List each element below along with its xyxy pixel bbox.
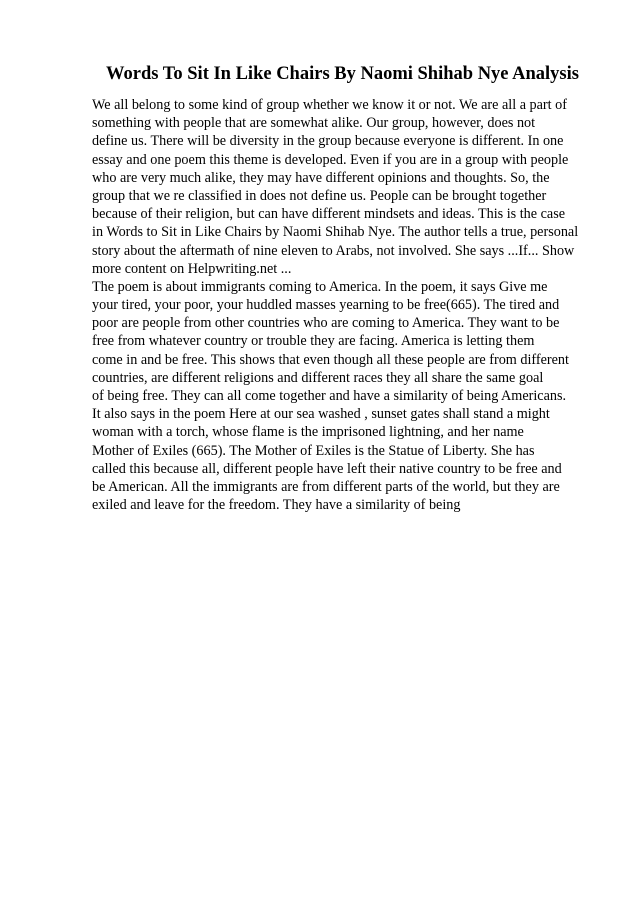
- text-line: free from whatever country or trouble they are facing. America is letting them: [92, 333, 535, 350]
- text-line: woman with a torch, whose flame is the imprisoned lightning, and her name: [92, 424, 524, 441]
- text-line: who are very much alike, they may have different opinions and thoughts. So, the: [92, 169, 550, 186]
- text-line: It also says in the poem Here at our sea washed , sunset gates shall stand a might: [92, 406, 550, 423]
- text-line: because of their religion, but can have different mindsets and ideas. This is the case: [92, 206, 566, 223]
- document-body: [92, 96, 612, 514]
- text-line: more content on Helpwriting.net ...: [92, 260, 292, 277]
- text-line: countries, are different religions and different races they all share the same goal: [92, 369, 544, 386]
- text-line: in Words to Sit in Like Chairs by Naomi Shihab Nye. The author tells a true, personal: [92, 224, 579, 241]
- text-line: your tired, your poor, your huddled masses yearning to be free(665). The tired and: [92, 297, 560, 314]
- text-line: Mother of Exiles (665). The Mother of Exiles is the Statue of Liberty. She has: [92, 442, 535, 459]
- text-line: something with people that are somewhat alike. Our group, however, does not: [92, 115, 536, 132]
- text-line: story about the aftermath of nine eleven to Arabs, not involved. She says ...If... Show: [92, 242, 575, 259]
- document-title: Words To Sit In Like Chairs By Naomi Shihab Nye Analysis: [106, 64, 579, 84]
- text-line: called this because all, different people have left their native country to be free and: [92, 460, 562, 477]
- text-line: of being free. They can all come together and have a similarity of being Americans.: [92, 388, 567, 404]
- text-line: exiled and leave for the freedom. They have a similarity of being: [92, 497, 461, 514]
- text-line: essay and one poem this theme is developed. Even if you are in a group with people: [92, 151, 569, 168]
- text-line: We all belong to some kind of group whether we know it or not. We are all a part of: [92, 97, 567, 113]
- text-line: be American. All the immigrants are from different parts of the world, but they are: [92, 478, 560, 495]
- text-line: define us. There will be diversity in the group because everyone is different. In one: [92, 133, 564, 150]
- text-line: poor are people from other countries who are coming to America. They want to be: [92, 315, 560, 332]
- text-line: group that we re classified in does not define us. People can be brought together: [92, 187, 547, 204]
- text-line: come in and be free. This shows that even though all these people are from different: [92, 351, 569, 368]
- text-line: The poem is about immigrants coming to America. In the poem, it says Give me: [92, 278, 548, 295]
